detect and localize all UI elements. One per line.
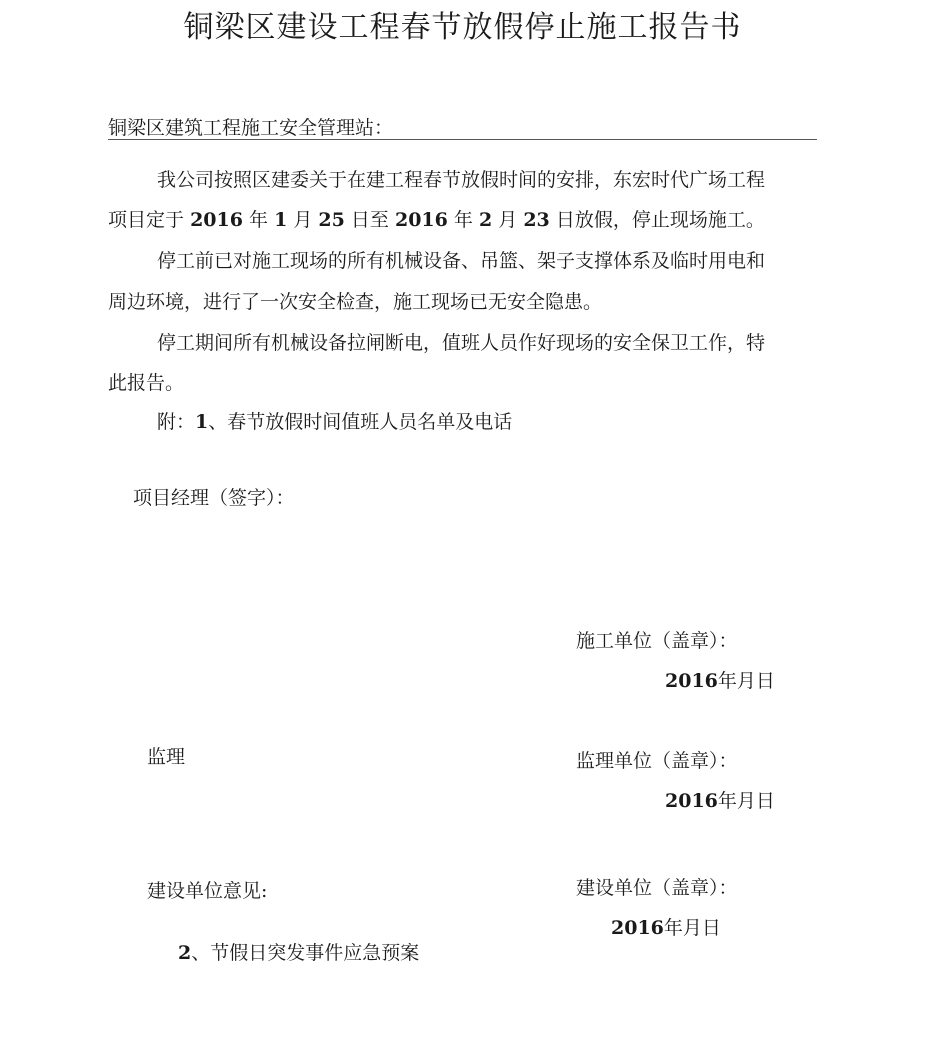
paragraph3-line2: 此报告。 (108, 372, 185, 394)
date-year: 2016 (665, 670, 718, 692)
date-suffix: 年月日 (717, 790, 775, 812)
text-segment: 日至 (350, 209, 389, 231)
attachment-prefix: 附： (157, 411, 196, 433)
start-day: 25 (318, 209, 345, 231)
start-month: 1 (274, 209, 288, 231)
attachment-number: 2 (178, 942, 192, 964)
text-segment: 年 (249, 209, 269, 231)
attachment-number: 1 (195, 411, 209, 433)
supervision-label: 监理 (147, 746, 186, 768)
addressee: 铜梁区建筑工程施工安全管理站： (108, 117, 394, 139)
supervision-seal-label: 监理单位（盖章）： (576, 750, 738, 772)
attachment-text: 、春节放假时间值班人员名单及电话 (208, 411, 513, 433)
text-segment: 项目定于 (108, 209, 185, 231)
paragraph2-line1: 停工前已对施工现场的所有机械设备、吊篮、架子支撑体系及临时用电和 (157, 250, 766, 272)
date-suffix: 年月日 (663, 917, 721, 939)
owner-opinion-label: 建设单位意见: (147, 880, 268, 902)
text-segment: 月 (498, 209, 518, 231)
attachment-text: 、节假日突发事件应急预案 (191, 942, 420, 964)
text-segment: 月 (293, 209, 313, 231)
paragraph3-line1: 停工期间所有机械设备拉闸断电，值班人员作好现场的安全保卫工作，特 (157, 332, 766, 354)
owner-date (611, 913, 721, 940)
date-year: 2016 (611, 917, 664, 939)
end-year: 2016 (394, 209, 448, 231)
project-manager-signature-label: 项目经理（签字）： (133, 487, 295, 509)
owner-seal-label: 建设单位（盖章）： (576, 877, 738, 899)
date-suffix: 年月日 (717, 670, 775, 692)
text-segment: 年 (453, 209, 473, 231)
text-segment: 日放假，停止现场施工。 (555, 209, 765, 231)
end-month: 2 (478, 209, 493, 231)
attachment-1 (157, 407, 512, 434)
attachment-2 (178, 938, 419, 965)
supervision-date (665, 786, 775, 813)
document-title: 铜梁区建设工程春节放假停止施工报告书 (183, 10, 742, 45)
end-day: 23 (523, 209, 550, 231)
date-year: 2016 (665, 790, 718, 812)
paragraph2-line2: 周边环境，进行了一次安全检查，施工现场已无安全隐患。 (108, 291, 603, 313)
paragraph1-line2 (108, 205, 765, 232)
contractor-seal-label: 施工单位（盖章）： (576, 630, 738, 652)
start-year: 2016 (190, 209, 243, 231)
paragraph1-line1: 我公司按照区建委关于在建工程春节放假时间的安排，东宏时代广场工程 (157, 169, 766, 191)
header-divider (108, 139, 817, 140)
contractor-date (665, 666, 775, 693)
